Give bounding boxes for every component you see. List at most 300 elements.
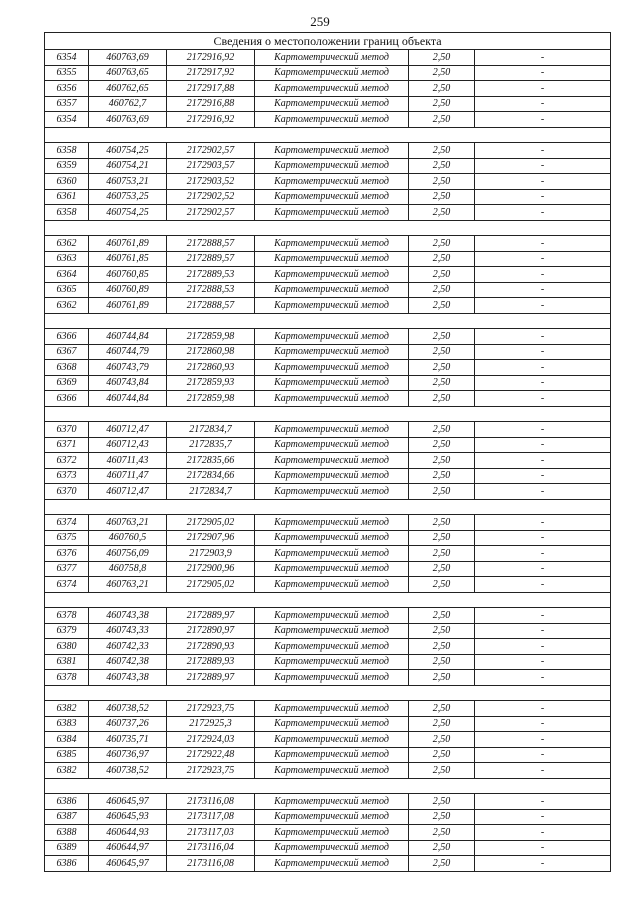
description-cell: - — [475, 654, 611, 670]
accuracy-cell: 2,50 — [409, 298, 475, 314]
description-cell: - — [475, 422, 611, 438]
y-coordinate-cell: 2172902,57 — [167, 143, 255, 159]
accuracy-cell: 2,50 — [409, 344, 475, 360]
y-coordinate-cell: 2172917,92 — [167, 65, 255, 81]
accuracy-cell: 2,50 — [409, 391, 475, 407]
method-cell: Картометрический метод — [255, 50, 409, 66]
description-cell: - — [475, 391, 611, 407]
table-row — [45, 112, 611, 128]
x-coordinate-cell: 460760,89 — [89, 282, 167, 298]
point-number-cell: 6365 — [45, 282, 89, 298]
y-coordinate-cell: 2172924,03 — [167, 732, 255, 748]
accuracy-cell: 2,50 — [409, 112, 475, 128]
group-separator-row — [45, 313, 611, 329]
y-coordinate-cell: 2172905,02 — [167, 577, 255, 593]
x-coordinate-cell: 460736,97 — [89, 747, 167, 763]
table-row — [45, 623, 611, 639]
method-cell: Картометрический метод — [255, 267, 409, 283]
accuracy-cell: 2,50 — [409, 763, 475, 779]
x-coordinate-cell: 460744,79 — [89, 344, 167, 360]
point-number-cell: 6366 — [45, 391, 89, 407]
method-cell: Картометрический метод — [255, 344, 409, 360]
description-cell: - — [475, 174, 611, 190]
method-cell: Картометрический метод — [255, 716, 409, 732]
point-number-cell: 6357 — [45, 96, 89, 112]
accuracy-cell: 2,50 — [409, 530, 475, 546]
method-cell: Картометрический метод — [255, 143, 409, 159]
x-coordinate-cell: 460744,84 — [89, 329, 167, 345]
x-coordinate-cell: 460761,85 — [89, 251, 167, 267]
accuracy-cell: 2,50 — [409, 577, 475, 593]
method-cell: Картометрический метод — [255, 453, 409, 469]
description-cell: - — [475, 236, 611, 252]
y-coordinate-cell: 2172907,96 — [167, 530, 255, 546]
method-cell: Картометрический метод — [255, 298, 409, 314]
description-cell: - — [475, 453, 611, 469]
point-number-cell: 6358 — [45, 143, 89, 159]
table-row — [45, 794, 611, 810]
x-coordinate-cell: 460742,38 — [89, 654, 167, 670]
y-coordinate-cell: 2172903,9 — [167, 546, 255, 562]
accuracy-cell: 2,50 — [409, 515, 475, 531]
accuracy-cell: 2,50 — [409, 143, 475, 159]
point-number-cell: 6378 — [45, 670, 89, 686]
description-cell: - — [475, 794, 611, 810]
accuracy-cell: 2,50 — [409, 437, 475, 453]
method-cell: Картометрический метод — [255, 205, 409, 221]
method-cell: Картометрический метод — [255, 282, 409, 298]
method-cell: Картометрический метод — [255, 391, 409, 407]
accuracy-cell: 2,50 — [409, 747, 475, 763]
x-coordinate-cell: 460738,52 — [89, 701, 167, 717]
table-row — [45, 468, 611, 484]
x-coordinate-cell: 460763,21 — [89, 577, 167, 593]
accuracy-cell: 2,50 — [409, 701, 475, 717]
table-row — [45, 329, 611, 345]
point-number-cell: 6370 — [45, 422, 89, 438]
y-coordinate-cell: 2172888,57 — [167, 236, 255, 252]
accuracy-cell: 2,50 — [409, 825, 475, 841]
table-row — [45, 344, 611, 360]
method-cell: Картометрический метод — [255, 484, 409, 500]
table-title: Сведения о местоположении границ объекта — [45, 33, 611, 50]
description-cell: - — [475, 81, 611, 97]
accuracy-cell: 2,50 — [409, 670, 475, 686]
y-coordinate-cell: 2172890,97 — [167, 623, 255, 639]
description-cell: - — [475, 112, 611, 128]
x-coordinate-cell: 460754,21 — [89, 158, 167, 174]
accuracy-cell: 2,50 — [409, 732, 475, 748]
point-number-cell: 6372 — [45, 453, 89, 469]
y-coordinate-cell: 2173117,03 — [167, 825, 255, 841]
x-coordinate-cell: 460712,47 — [89, 422, 167, 438]
method-cell: Картометрический метод — [255, 747, 409, 763]
y-coordinate-cell: 2172923,75 — [167, 701, 255, 717]
table-row — [45, 670, 611, 686]
description-cell: - — [475, 809, 611, 825]
method-cell: Картометрический метод — [255, 112, 409, 128]
table-row — [45, 50, 611, 66]
x-coordinate-cell: 460711,43 — [89, 453, 167, 469]
description-cell: - — [475, 701, 611, 717]
description-cell: - — [475, 639, 611, 655]
x-coordinate-cell: 460743,84 — [89, 375, 167, 391]
method-cell: Картометрический метод — [255, 639, 409, 655]
point-number-cell: 6381 — [45, 654, 89, 670]
table-row — [45, 65, 611, 81]
accuracy-cell: 2,50 — [409, 639, 475, 655]
table-row — [45, 639, 611, 655]
point-number-cell: 6386 — [45, 856, 89, 872]
point-number-cell: 6388 — [45, 825, 89, 841]
table-row — [45, 422, 611, 438]
description-cell: - — [475, 375, 611, 391]
x-coordinate-cell: 460737,26 — [89, 716, 167, 732]
x-coordinate-cell: 460645,97 — [89, 794, 167, 810]
point-number-cell: 6361 — [45, 189, 89, 205]
group-separator-row — [45, 127, 611, 143]
group-separator-cell — [45, 778, 611, 794]
description-cell: - — [475, 344, 611, 360]
table-row — [45, 205, 611, 221]
description-cell: - — [475, 468, 611, 484]
x-coordinate-cell: 460763,69 — [89, 112, 167, 128]
y-coordinate-cell: 2172916,92 — [167, 112, 255, 128]
point-number-cell: 6382 — [45, 763, 89, 779]
method-cell: Картометрический метод — [255, 96, 409, 112]
point-number-cell: 6371 — [45, 437, 89, 453]
description-cell: - — [475, 267, 611, 283]
table-row — [45, 174, 611, 190]
x-coordinate-cell: 460760,85 — [89, 267, 167, 283]
group-separator-row — [45, 220, 611, 236]
description-cell: - — [475, 577, 611, 593]
description-cell: - — [475, 437, 611, 453]
description-cell: - — [475, 329, 611, 345]
x-coordinate-cell: 460711,47 — [89, 468, 167, 484]
point-number-cell: 6359 — [45, 158, 89, 174]
description-cell: - — [475, 546, 611, 562]
description-cell: - — [475, 530, 611, 546]
accuracy-cell: 2,50 — [409, 282, 475, 298]
description-cell: - — [475, 298, 611, 314]
accuracy-cell: 2,50 — [409, 360, 475, 376]
method-cell: Картометрический метод — [255, 158, 409, 174]
point-number-cell: 6387 — [45, 809, 89, 825]
y-coordinate-cell: 2172859,93 — [167, 375, 255, 391]
x-coordinate-cell: 460712,43 — [89, 437, 167, 453]
y-coordinate-cell: 2172888,57 — [167, 298, 255, 314]
table-row — [45, 96, 611, 112]
point-number-cell: 6364 — [45, 267, 89, 283]
accuracy-cell: 2,50 — [409, 561, 475, 577]
group-separator-row — [45, 592, 611, 608]
method-cell: Картометрический метод — [255, 546, 409, 562]
description-cell: - — [475, 840, 611, 856]
point-number-cell: 6383 — [45, 716, 89, 732]
y-coordinate-cell: 2172834,7 — [167, 422, 255, 438]
accuracy-cell: 2,50 — [409, 623, 475, 639]
method-cell: Картометрический метод — [255, 809, 409, 825]
point-number-cell: 6368 — [45, 360, 89, 376]
table-row — [45, 701, 611, 717]
y-coordinate-cell: 2173116,08 — [167, 794, 255, 810]
accuracy-cell: 2,50 — [409, 329, 475, 345]
y-coordinate-cell: 2172860,93 — [167, 360, 255, 376]
boundary-coordinates-table — [44, 32, 611, 872]
method-cell: Картометрический метод — [255, 437, 409, 453]
description-cell: - — [475, 515, 611, 531]
description-cell: - — [475, 360, 611, 376]
y-coordinate-cell: 2172923,75 — [167, 763, 255, 779]
method-cell: Картометрический метод — [255, 515, 409, 531]
point-number-cell: 6369 — [45, 375, 89, 391]
table-title-row — [45, 33, 611, 50]
point-number-cell: 6379 — [45, 623, 89, 639]
x-coordinate-cell: 460761,89 — [89, 236, 167, 252]
x-coordinate-cell: 460760,5 — [89, 530, 167, 546]
group-separator-row — [45, 499, 611, 515]
point-number-cell: 6380 — [45, 639, 89, 655]
method-cell: Картометрический метод — [255, 468, 409, 484]
description-cell: - — [475, 65, 611, 81]
point-number-cell: 6375 — [45, 530, 89, 546]
x-coordinate-cell: 460754,25 — [89, 143, 167, 159]
method-cell: Картометрический метод — [255, 577, 409, 593]
method-cell: Картометрический метод — [255, 654, 409, 670]
x-coordinate-cell: 460743,33 — [89, 623, 167, 639]
point-number-cell: 6363 — [45, 251, 89, 267]
accuracy-cell: 2,50 — [409, 809, 475, 825]
point-number-cell: 6376 — [45, 546, 89, 562]
y-coordinate-cell: 2172889,97 — [167, 670, 255, 686]
accuracy-cell: 2,50 — [409, 468, 475, 484]
point-number-cell: 6366 — [45, 329, 89, 345]
table-row — [45, 81, 611, 97]
table-row — [45, 158, 611, 174]
y-coordinate-cell: 2172917,88 — [167, 81, 255, 97]
group-separator-row — [45, 778, 611, 794]
table-row — [45, 189, 611, 205]
y-coordinate-cell: 2172860,98 — [167, 344, 255, 360]
description-cell: - — [475, 623, 611, 639]
y-coordinate-cell: 2172889,93 — [167, 654, 255, 670]
point-number-cell: 6355 — [45, 65, 89, 81]
table-row — [45, 530, 611, 546]
description-cell: - — [475, 189, 611, 205]
accuracy-cell: 2,50 — [409, 205, 475, 221]
description-cell: - — [475, 732, 611, 748]
method-cell: Картометрический метод — [255, 701, 409, 717]
group-separator-row — [45, 406, 611, 422]
accuracy-cell: 2,50 — [409, 174, 475, 190]
point-number-cell: 6385 — [45, 747, 89, 763]
method-cell: Картометрический метод — [255, 825, 409, 841]
group-separator-cell — [45, 220, 611, 236]
x-coordinate-cell: 460742,33 — [89, 639, 167, 655]
table-row — [45, 267, 611, 283]
table-row — [45, 856, 611, 872]
accuracy-cell: 2,50 — [409, 50, 475, 66]
description-cell: - — [475, 205, 611, 221]
accuracy-cell: 2,50 — [409, 608, 475, 624]
description-cell: - — [475, 716, 611, 732]
method-cell: Картометрический метод — [255, 561, 409, 577]
x-coordinate-cell: 460744,84 — [89, 391, 167, 407]
group-separator-cell — [45, 685, 611, 701]
y-coordinate-cell: 2173117,08 — [167, 809, 255, 825]
point-number-cell: 6360 — [45, 174, 89, 190]
point-number-cell: 6378 — [45, 608, 89, 624]
table-row — [45, 577, 611, 593]
method-cell: Картометрический метод — [255, 670, 409, 686]
point-number-cell: 6373 — [45, 468, 89, 484]
y-coordinate-cell: 2172900,96 — [167, 561, 255, 577]
x-coordinate-cell: 460645,97 — [89, 856, 167, 872]
y-coordinate-cell: 2172916,88 — [167, 96, 255, 112]
table-row — [45, 236, 611, 252]
point-number-cell: 6377 — [45, 561, 89, 577]
y-coordinate-cell: 2172889,57 — [167, 251, 255, 267]
accuracy-cell: 2,50 — [409, 546, 475, 562]
y-coordinate-cell: 2172835,66 — [167, 453, 255, 469]
point-number-cell: 6367 — [45, 344, 89, 360]
table-row — [45, 298, 611, 314]
point-number-cell: 6382 — [45, 701, 89, 717]
table-row — [45, 546, 611, 562]
group-separator-cell — [45, 406, 611, 422]
accuracy-cell: 2,50 — [409, 81, 475, 97]
method-cell: Картометрический метод — [255, 81, 409, 97]
y-coordinate-cell: 2172889,53 — [167, 267, 255, 283]
y-coordinate-cell: 2172902,52 — [167, 189, 255, 205]
method-cell: Картометрический метод — [255, 732, 409, 748]
description-cell: - — [475, 763, 611, 779]
table-row — [45, 716, 611, 732]
table-row — [45, 732, 611, 748]
method-cell: Картометрический метод — [255, 608, 409, 624]
point-number-cell: 6370 — [45, 484, 89, 500]
table-row — [45, 484, 611, 500]
point-number-cell: 6384 — [45, 732, 89, 748]
table-body — [45, 33, 611, 872]
method-cell: Картометрический метод — [255, 174, 409, 190]
x-coordinate-cell: 460756,09 — [89, 546, 167, 562]
table-row — [45, 561, 611, 577]
description-cell: - — [475, 747, 611, 763]
y-coordinate-cell: 2172889,97 — [167, 608, 255, 624]
y-coordinate-cell: 2172905,02 — [167, 515, 255, 531]
table-row — [45, 608, 611, 624]
method-cell: Картометрический метод — [255, 251, 409, 267]
point-number-cell: 6389 — [45, 840, 89, 856]
table-row — [45, 375, 611, 391]
table-row — [45, 747, 611, 763]
y-coordinate-cell: 2172888,53 — [167, 282, 255, 298]
method-cell: Картометрический метод — [255, 530, 409, 546]
accuracy-cell: 2,50 — [409, 65, 475, 81]
x-coordinate-cell: 460644,93 — [89, 825, 167, 841]
x-coordinate-cell: 460738,52 — [89, 763, 167, 779]
y-coordinate-cell: 2172916,92 — [167, 50, 255, 66]
point-number-cell: 6374 — [45, 577, 89, 593]
accuracy-cell: 2,50 — [409, 840, 475, 856]
accuracy-cell: 2,50 — [409, 716, 475, 732]
accuracy-cell: 2,50 — [409, 236, 475, 252]
method-cell: Картометрический метод — [255, 856, 409, 872]
point-number-cell: 6356 — [45, 81, 89, 97]
page-number: 259 — [310, 14, 330, 29]
y-coordinate-cell: 2172859,98 — [167, 329, 255, 345]
y-coordinate-cell: 2172890,93 — [167, 639, 255, 655]
x-coordinate-cell: 460743,79 — [89, 360, 167, 376]
accuracy-cell: 2,50 — [409, 654, 475, 670]
group-separator-cell — [45, 499, 611, 515]
table-row — [45, 453, 611, 469]
accuracy-cell: 2,50 — [409, 484, 475, 500]
description-cell: - — [475, 50, 611, 66]
description-cell: - — [475, 825, 611, 841]
point-number-cell: 6362 — [45, 236, 89, 252]
method-cell: Картометрический метод — [255, 360, 409, 376]
accuracy-cell: 2,50 — [409, 375, 475, 391]
group-separator-row — [45, 685, 611, 701]
description-cell: - — [475, 608, 611, 624]
y-coordinate-cell: 2172859,98 — [167, 391, 255, 407]
y-coordinate-cell: 2172834,66 — [167, 468, 255, 484]
x-coordinate-cell: 460753,25 — [89, 189, 167, 205]
method-cell: Картометрический метод — [255, 236, 409, 252]
table-row — [45, 515, 611, 531]
method-cell: Картометрический метод — [255, 623, 409, 639]
accuracy-cell: 2,50 — [409, 251, 475, 267]
table-row — [45, 391, 611, 407]
y-coordinate-cell: 2173116,04 — [167, 840, 255, 856]
table-row — [45, 840, 611, 856]
table-row — [45, 251, 611, 267]
method-cell: Картометрический метод — [255, 189, 409, 205]
y-coordinate-cell: 2172834,7 — [167, 484, 255, 500]
point-number-cell: 6362 — [45, 298, 89, 314]
table-row — [45, 825, 611, 841]
x-coordinate-cell: 460743,38 — [89, 608, 167, 624]
table-row — [45, 437, 611, 453]
description-cell: - — [475, 856, 611, 872]
description-cell: - — [475, 282, 611, 298]
description-cell: - — [475, 670, 611, 686]
method-cell: Картометрический метод — [255, 840, 409, 856]
y-coordinate-cell: 2172903,57 — [167, 158, 255, 174]
description-cell: - — [475, 484, 611, 500]
point-number-cell: 6386 — [45, 794, 89, 810]
x-coordinate-cell: 460762,65 — [89, 81, 167, 97]
group-separator-cell — [45, 313, 611, 329]
description-cell: - — [475, 143, 611, 159]
x-coordinate-cell: 460754,25 — [89, 205, 167, 221]
x-coordinate-cell: 460743,38 — [89, 670, 167, 686]
description-cell: - — [475, 251, 611, 267]
accuracy-cell: 2,50 — [409, 856, 475, 872]
x-coordinate-cell: 460645,93 — [89, 809, 167, 825]
x-coordinate-cell: 460761,89 — [89, 298, 167, 314]
accuracy-cell: 2,50 — [409, 267, 475, 283]
description-cell: - — [475, 561, 611, 577]
accuracy-cell: 2,50 — [409, 96, 475, 112]
accuracy-cell: 2,50 — [409, 422, 475, 438]
accuracy-cell: 2,50 — [409, 794, 475, 810]
method-cell: Картометрический метод — [255, 794, 409, 810]
x-coordinate-cell: 460763,65 — [89, 65, 167, 81]
